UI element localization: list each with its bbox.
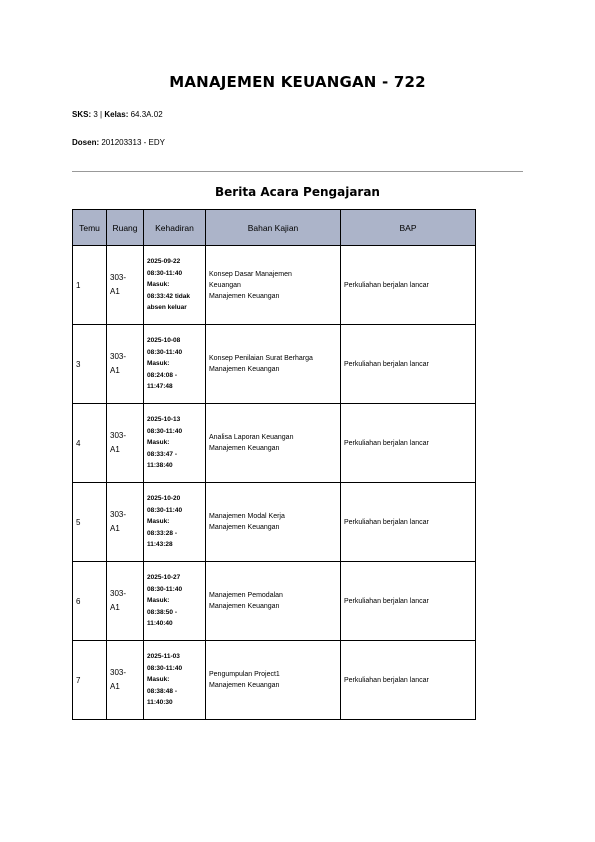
cell-bahan-kajian — [206, 641, 341, 720]
attendance-out: 11:47:48 — [147, 383, 173, 391]
cell-kehadiran — [144, 641, 206, 720]
topic-line: Pengumpulan Project1 — [209, 671, 280, 678]
topic-line: Manajemen Keuangan — [209, 682, 280, 689]
attendance-label: Masuk: — [147, 676, 170, 684]
attendance-label: Masuk: — [147, 518, 170, 526]
table-row — [73, 246, 476, 325]
cell-bahan-kajian — [206, 246, 341, 325]
cell-ruang: 303- A1 — [107, 325, 144, 404]
attendance-label: Masuk: — [147, 281, 170, 289]
table-row — [73, 483, 476, 562]
cell-kehadiran — [144, 246, 206, 325]
cell-bahan-kajian — [206, 325, 341, 404]
cell-ruang: 303- A1 — [107, 404, 144, 483]
topic-line: Keuangan — [209, 281, 241, 289]
attendance-label: Masuk: — [147, 597, 170, 605]
kelas-value: 64.3A.02 — [130, 110, 163, 119]
cell-bap: Perkuliahan berjalan lancar — [341, 562, 476, 641]
cell-ruang: 303- A1 — [107, 562, 144, 641]
dosen-label: Dosen: — [72, 138, 100, 147]
topic-line: Analisa Laporan Keuangan — [209, 434, 294, 441]
attendance-in: 08:38:48 - — [147, 687, 177, 695]
attendance-out: 11:43:28 — [147, 541, 173, 549]
topic-line: Manajemen Keuangan — [209, 524, 280, 531]
attendance-in: 08:33:47 - — [147, 450, 177, 458]
separator: | — [100, 110, 103, 119]
cell-bap: Perkuliahan berjalan lancar — [341, 246, 476, 325]
cell-kehadiran — [144, 404, 206, 483]
cell-bahan-kajian — [206, 404, 341, 483]
column-header-bap: BAP — [341, 210, 476, 246]
attendance-schedule: 08:30-11:40 — [147, 506, 183, 514]
cell-temu: 4 — [73, 404, 107, 483]
attendance-schedule: 08:30-11:40 — [147, 348, 183, 356]
cell-temu: 5 — [73, 483, 107, 562]
attendance-schedule: 08:30-11:40 — [147, 269, 183, 277]
attendance-date: 2025-10-08 — [147, 337, 181, 345]
topic-line: Manajemen Pemodalan — [209, 592, 283, 599]
cell-kehadiran — [144, 483, 206, 562]
cell-temu: 7 — [73, 641, 107, 720]
cell-ruang: 303- A1 — [107, 483, 144, 562]
table-row — [73, 641, 476, 720]
cell-ruang: 303- A1 — [107, 246, 144, 325]
attendance-date: 2025-11-03 — [147, 653, 180, 661]
table-row — [73, 404, 476, 483]
cell-temu: 6 — [73, 562, 107, 641]
topic-line: Konsep Dasar Manajemen — [209, 270, 292, 278]
table-header-row — [73, 210, 476, 246]
attendance-in: 08:24:08 - — [147, 371, 177, 379]
kelas-label: Kelas: — [104, 110, 129, 119]
course-info-line — [72, 110, 163, 119]
attendance-in: 08:38:50 - — [147, 608, 177, 616]
teaching-record-table — [72, 209, 476, 720]
topic-line: Konsep Penilaian Surat Berharga — [209, 355, 313, 362]
attendance-out: 11:40:30 — [147, 699, 173, 707]
table-row — [73, 562, 476, 641]
column-header-kehadiran: Kehadiran — [144, 210, 206, 246]
column-header-ruang: Ruang — [107, 210, 144, 246]
cell-bap: Perkuliahan berjalan lancar — [341, 404, 476, 483]
topic-line: Manajemen Keuangan — [209, 292, 280, 300]
attendance-date: 2025-10-27 — [147, 574, 181, 582]
attendance-label: Masuk: — [147, 360, 170, 368]
attendance-date: 2025-10-20 — [147, 495, 181, 503]
cell-bap: Perkuliahan berjalan lancar — [341, 483, 476, 562]
attendance-out: 11:40:40 — [147, 620, 173, 628]
sks-value: 3 — [93, 110, 98, 119]
cell-temu: 3 — [73, 325, 107, 404]
sks-label: SKS: — [72, 110, 92, 119]
attendance-label: Masuk: — [147, 439, 170, 447]
cell-bap: Perkuliahan berjalan lancar — [341, 641, 476, 720]
column-header-bahan-kajian: Bahan Kajian — [206, 210, 341, 246]
attendance-date: 2025-10-13 — [147, 416, 181, 424]
column-header-temu: Temu — [73, 210, 107, 246]
cell-ruang: 303- A1 — [107, 641, 144, 720]
lecturer-info-line — [72, 138, 165, 147]
attendance-out: 11:38:40 — [147, 462, 173, 470]
cell-kehadiran — [144, 562, 206, 641]
topic-line: Manajemen Keuangan — [209, 445, 280, 452]
attendance-in: 08:33:28 - — [147, 529, 177, 537]
attendance-out: absen keluar — [147, 304, 187, 312]
section-title: Berita Acara Pengajaran — [215, 185, 380, 199]
course-title: MANAJEMEN KEUANGAN - 722 — [169, 73, 426, 91]
topic-line: Manajemen Keuangan — [209, 366, 280, 373]
attendance-in: 08:33:42 tidak — [147, 292, 190, 300]
cell-temu: 1 — [73, 246, 107, 325]
dosen-value: 201203313 - EDY — [101, 138, 165, 147]
attendance-schedule: 08:30-11:40 — [147, 664, 183, 672]
topic-line: Manajemen Keuangan — [209, 603, 280, 610]
attendance-schedule: 08:30-11:40 — [147, 427, 183, 435]
cell-bap: Perkuliahan berjalan lancar — [341, 325, 476, 404]
topic-line: Manajemen Modal Kerja — [209, 513, 285, 520]
horizontal-divider — [72, 171, 523, 172]
cell-kehadiran — [144, 325, 206, 404]
attendance-schedule: 08:30-11:40 — [147, 585, 183, 593]
table-row — [73, 325, 476, 404]
cell-bahan-kajian — [206, 483, 341, 562]
cell-bahan-kajian — [206, 562, 341, 641]
attendance-date: 2025-09-22 — [147, 258, 181, 266]
